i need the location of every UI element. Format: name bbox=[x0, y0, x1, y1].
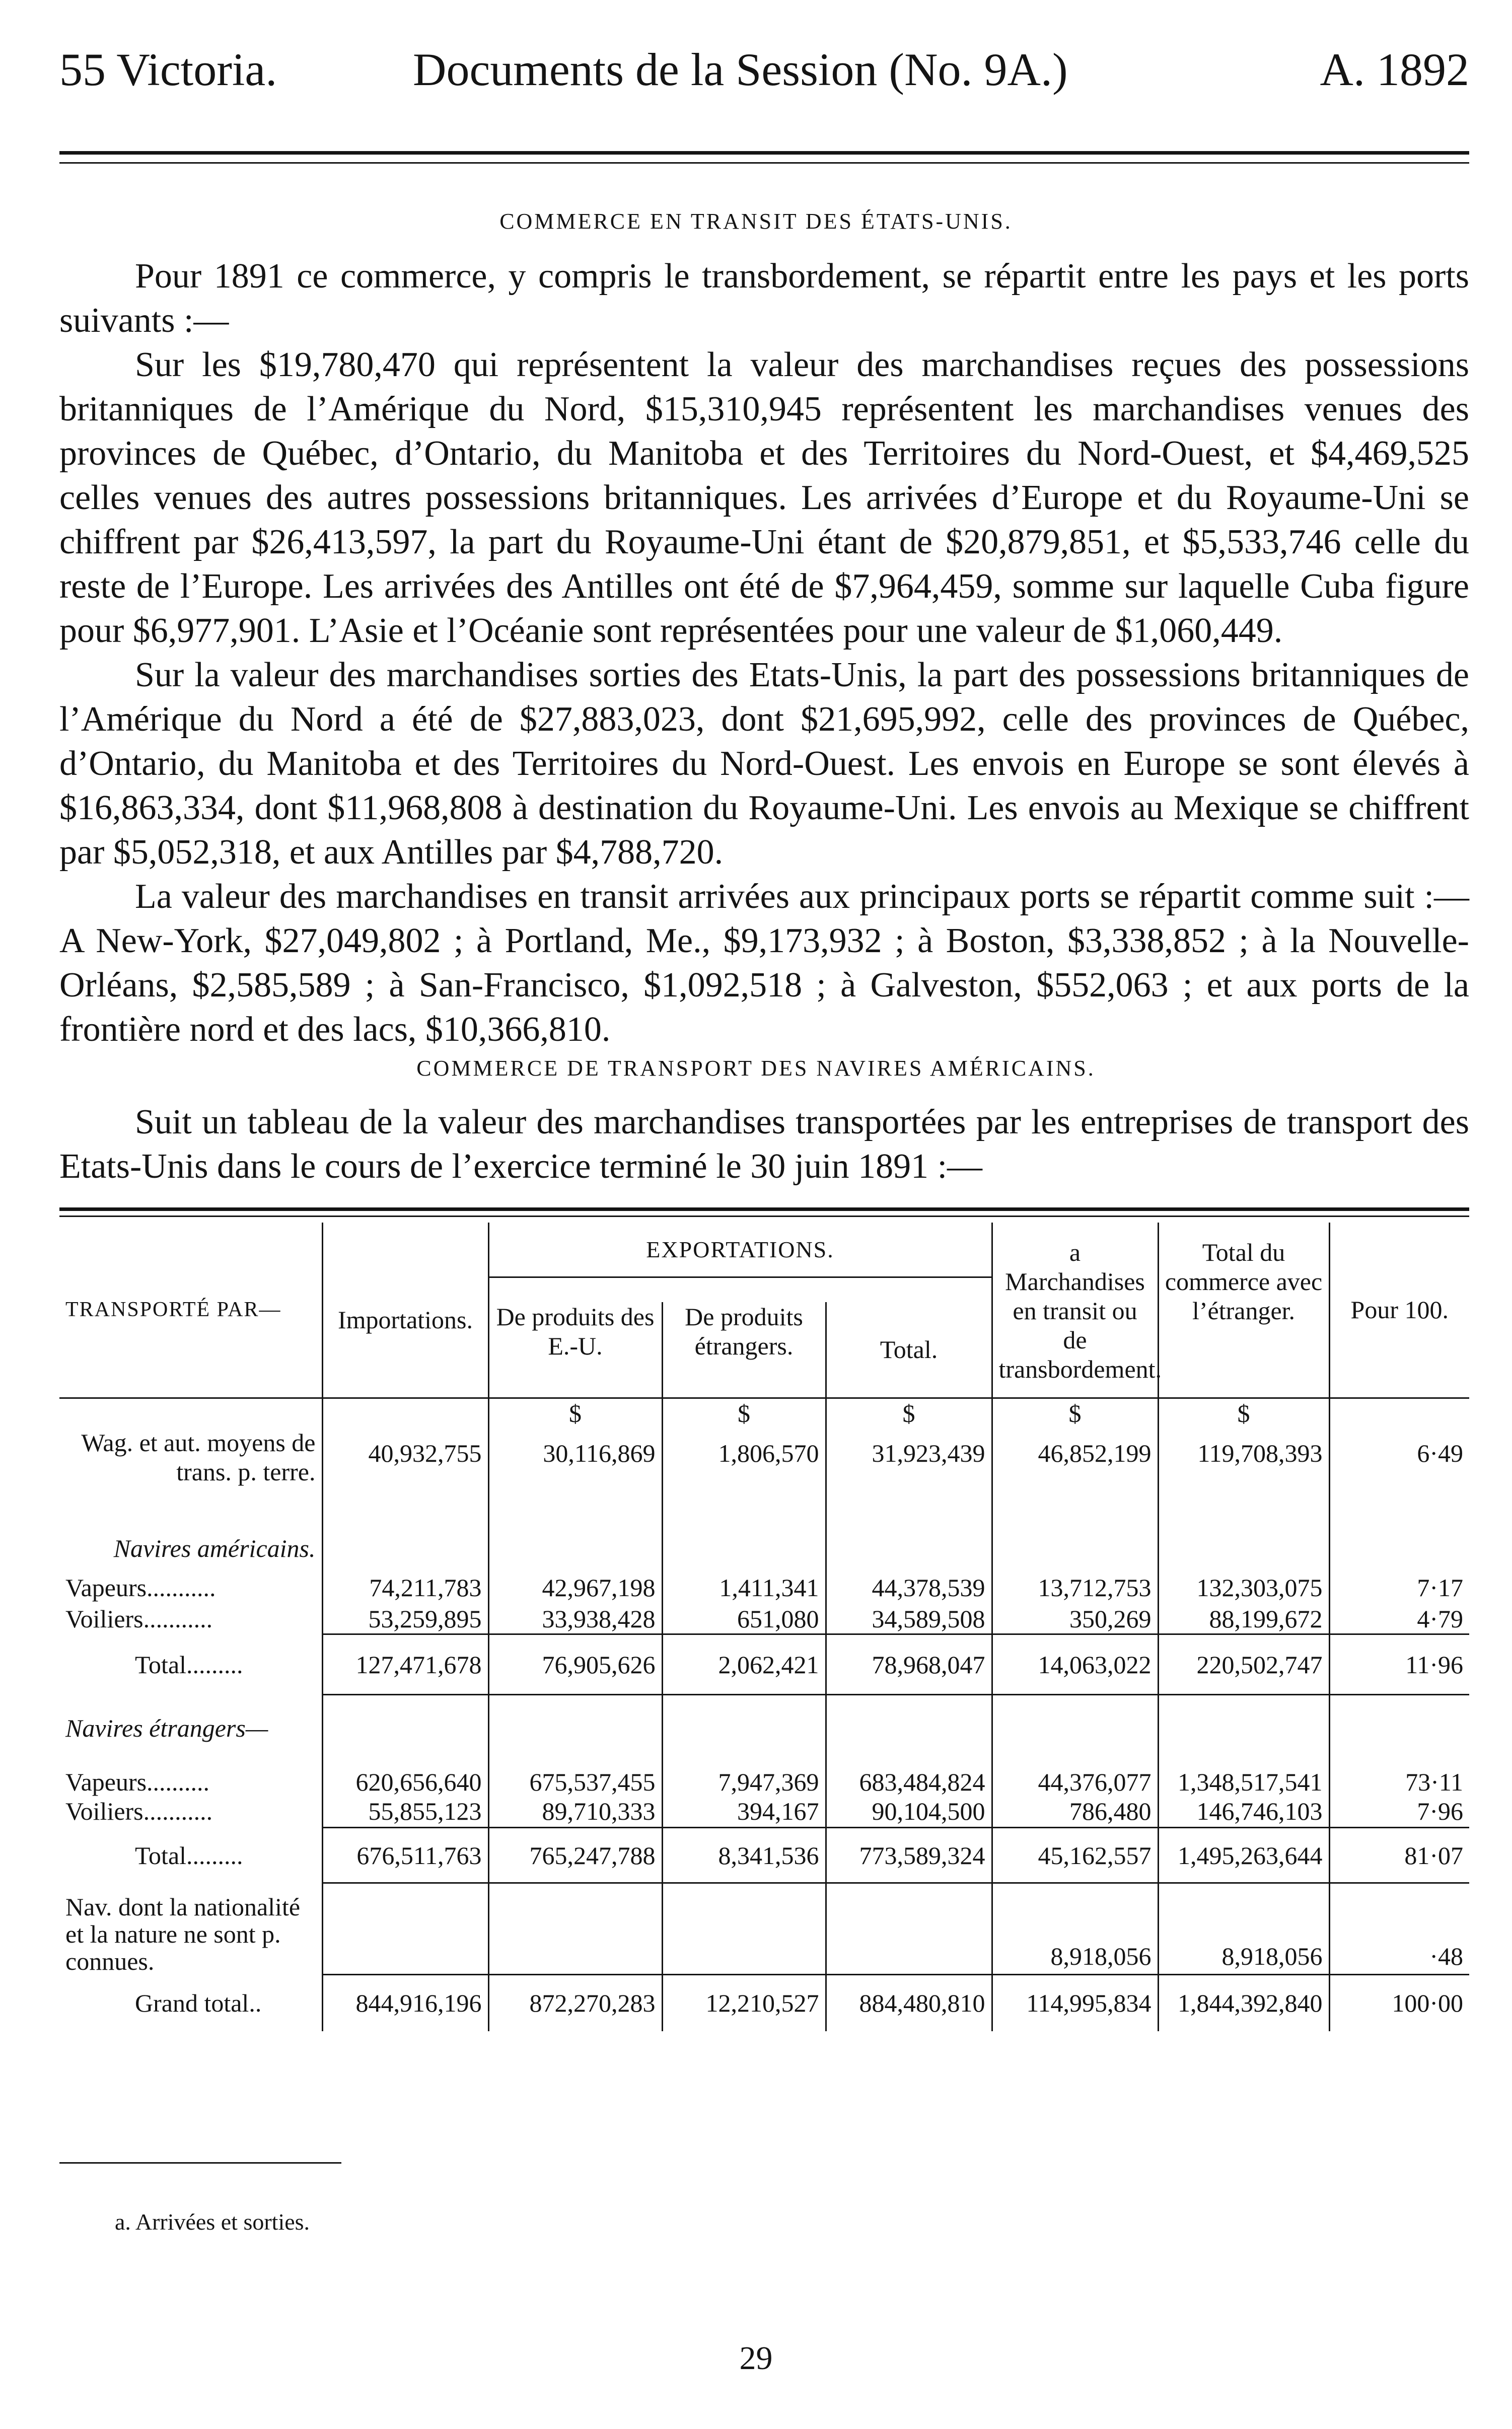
footnote: a. Arrivées et sorties. bbox=[115, 2209, 310, 2235]
table-row-et-voiliers: Voiliers........... 55,855,123 89,710,333 394,167 90,104,500 786,480 146,746,103 7·96 bbox=[59, 1797, 1469, 1828]
header-total-exportations: Total. bbox=[826, 1302, 992, 1398]
table-row-wagons: Wag. et aut. moyens de trans. p. terre. $ $ $ $ $ bbox=[59, 1398, 1469, 1439]
header-produits-etrangers: De produits étrangers. bbox=[662, 1302, 826, 1398]
header-rule-thick bbox=[59, 151, 1469, 155]
paragraph-arrivals: Sur les $19,780,470 qui représentent la valeur des marchandises reçues des possessions britanniques de l’Amérique du Nord, $15,310,945 représentent les marchandises venues des provinces de Québec, d’Ontario, du Manitoba et des Territoires du Nord-Ouest, et $4,469,525 celles venues des autres possessions britanniques. Les arrivées d’Europe et du Royaume-Uni se chiffrent par $26,413,597, la part du Royaume-Uni étant de $20,879,851, et $5,533,746 celle du reste de l’Europe. Les arrivées des Antilles ont été de $7,964,459, somme sur laquelle Cuba figure pour $6,977,901. L’Asie et l’Océanie sont représentées pour une valeur de $1,060,449. bbox=[59, 345, 1469, 650]
table-rule-top-thin bbox=[59, 1216, 1469, 1217]
header-rule-thin bbox=[59, 162, 1469, 164]
paragraph-intro: Pour 1891 ce commerce, y compris le transbordement, se répartit entre les pays et les ports suivants :— bbox=[59, 257, 1469, 340]
paragraph-ports: La valeur des marchandises en transit arrivées aux principaux ports se répartit comme suit :—A New-York, $27,049,802 ; à Portland, Me., $9,173,932 ; à Boston, $3,338,852 ; à la Nouvelle-Orléans, $2,585,589 ; à San-Francisco, $1,092,518 ; à Galveston, $552,063 ; et aux ports de la frontière nord et des lacs, $10,366,810. bbox=[59, 877, 1469, 1049]
header-marchandises-transit: a Marchandises en transit ou de transbordement. bbox=[992, 1223, 1158, 1398]
header-total-commerce: Total du commerce avec l’étranger. bbox=[1158, 1223, 1329, 1398]
exportations-divider bbox=[488, 1277, 992, 1302]
table-row-et-vapeurs: Vapeurs.......... 620,656,640 675,537,455 7,947,369 683,484,824 44,376,077 1,348,517,541 73·11 bbox=[59, 1761, 1469, 1797]
header-produits-eu: De produits des E.-U. bbox=[488, 1302, 662, 1398]
table-row-et-total: Total......... 676,511,763 765,247,788 8,341,536 773,589,324 45,162,557 1,495,263,644 81·07 bbox=[59, 1828, 1469, 1883]
header-pour-100: Pour 100. bbox=[1329, 1223, 1469, 1398]
page-number: 29 bbox=[739, 2340, 773, 2377]
table-rule-top-thick bbox=[59, 1207, 1469, 1211]
paragraph-departures: Sur la valeur des marchandises sorties des Etats-Unis, la part des possessions britanniques de l’Amérique du Nord a été de $27,883,023, dont $21,695,992, celle des provinces de Québec, d’Ontario, du Manitoba et des Territoires du Nord-Ouest. Les envois en Europe se sont élevés à $16,863,334, dont $11,968,808 à destination du Royaume-Uni. Les envois au Mexique se chiffrent par $5,052,318, et aux Antilles par $4,788,720. bbox=[59, 656, 1469, 872]
group-label-navires-etrangers: Navires étrangers— bbox=[65, 1713, 268, 1742]
table-row-wagons-values: 40,932,755 30,116,869 1,806,570 31,923,439 46,852,199 119,708,393 6·49 bbox=[59, 1439, 1469, 1486]
paragraph-table-intro: Suit un tableau de la valeur des marchandises transportées par les entreprises de transport des Etats-Unis dans le cours de l’exercice terminé le 30 juin 1891 :— bbox=[59, 1103, 1469, 1186]
table-row-am-voiliers: Voiliers........... 53,259,895 33,938,428 651,080 34,589,508 350,269 88,199,672 4·79 bbox=[59, 1604, 1469, 1634]
header-exportations: EXPORTATIONS. bbox=[488, 1223, 992, 1277]
row-label-wagons: Wag. et aut. moyens de trans. p. terre. bbox=[81, 1428, 316, 1486]
section-title-transport: COMMERCE DE TRANSPORT DES NAVIRES AMÉRICAINS. bbox=[416, 1056, 1096, 1081]
header-transporte-par: TRANSPORTÉ PAR— bbox=[59, 1223, 322, 1398]
table-row-am-total: Total......... 127,471,678 76,905,626 2,062,421 78,968,047 14,063,022 220,502,747 11·96 bbox=[59, 1634, 1469, 1695]
section-title-transit: COMMERCE EN TRANSIT DES ÉTATS-UNIS. bbox=[499, 209, 1013, 234]
header-session: 55 Victoria. bbox=[59, 44, 277, 95]
footnote-rule bbox=[59, 2162, 341, 2164]
table-row-nationalite-inconnue: Nav. dont la nationalité et la nature ne sont p. connues. 8,918,056 8,918,056 ·48 bbox=[59, 1883, 1469, 1975]
header-importations: Importations. bbox=[322, 1223, 488, 1398]
header-year: A. 1892 bbox=[1320, 44, 1469, 95]
transport-table bbox=[59, 1223, 1469, 2031]
table-row-grand-total: Grand total.. 844,916,196 872,270,283 12,210,527 884,480,810 114,995,834 1,844,392,840 100·00 bbox=[59, 1975, 1469, 2031]
header-title: Documents de la Session (No. 9A.) bbox=[413, 44, 1068, 95]
group-label-navires-americains: Navires américains. bbox=[113, 1534, 316, 1562]
table-row-am-vapeurs: Vapeurs........... 74,211,783 42,967,198 1,411,341 44,378,539 13,712,753 132,303,075 7·17 bbox=[59, 1567, 1469, 1604]
